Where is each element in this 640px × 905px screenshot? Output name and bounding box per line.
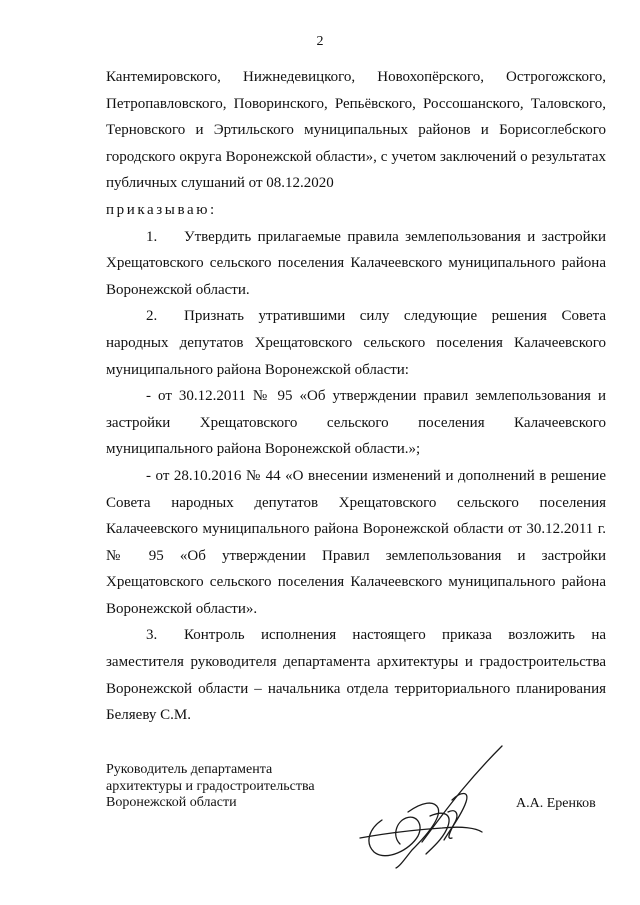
signatory-title-line: архитектуры и градостроительства — [106, 778, 315, 794]
intro-paragraph: Кантемировского, Нижнедевицкого, Новохопёрского, Острогожского, Петропавловского, Поворинского, Репьёвского, Россошанского, Таловского, Терновского и Эртильского муниципальных районов и Борисоглебского городского округа Воронежской области», с учетом заключений о результатах публичных слушаний от 08.12.2020 — [106, 69, 606, 192]
handwritten-signature — [352, 742, 512, 872]
signatory-title — [106, 762, 315, 812]
item-1-number: 1. — [146, 228, 158, 245]
item-3 — [106, 622, 606, 728]
item-1 — [106, 224, 606, 304]
page-number: 2 — [316, 34, 324, 49]
item-2-text: Признать утратившими силу следующие решения Совета народных депутатов Хрещатовского сельского поселения Калачеевского муниципального района Воронежской области: — [106, 308, 606, 378]
signatory-name: А.А. Еренков — [516, 796, 596, 811]
subitem-b: - от 28.10.2016 № 44 «О внесении изменений и дополнений в решение Совета народных депутатов Хрещатовского сельского поселения Калачеевского муниципального района Воронежской области от 30.12.2011 г. № 95 «Об утверждении Правил землепользования и застройки Хрещатовского сельского поселения Калачеевского муниципального района Воронежской области». — [106, 467, 606, 617]
item-3-number: 3. — [146, 627, 158, 644]
order-word: приказываю: — [106, 201, 217, 218]
document-body — [106, 64, 606, 729]
subitem-a: - от 30.12.2011 № 95 «Об утверждении правил землепользования и застройки Хрещатовского сельского поселения Калачеевского муниципального района Воронежской области.»; — [106, 388, 606, 458]
item-2-number: 2. — [146, 308, 158, 325]
signatory-title-line: Руководитель департамента — [106, 762, 273, 777]
signatory-title-line: Воронежской области — [106, 795, 237, 810]
item-1-text: Утвердить прилагаемые правила землепользования и застройки Хрещатовского сельского поселения Калачеевского муниципального района Воронежской области. — [106, 228, 606, 298]
item-2 — [106, 303, 606, 383]
item-3-text: Контроль исполнения настоящего приказа возложить на заместителя руководителя департамента архитектуры и градостроительства Воронежской области – начальника отдела территориального планирования Беляеву С.М. — [106, 627, 606, 724]
